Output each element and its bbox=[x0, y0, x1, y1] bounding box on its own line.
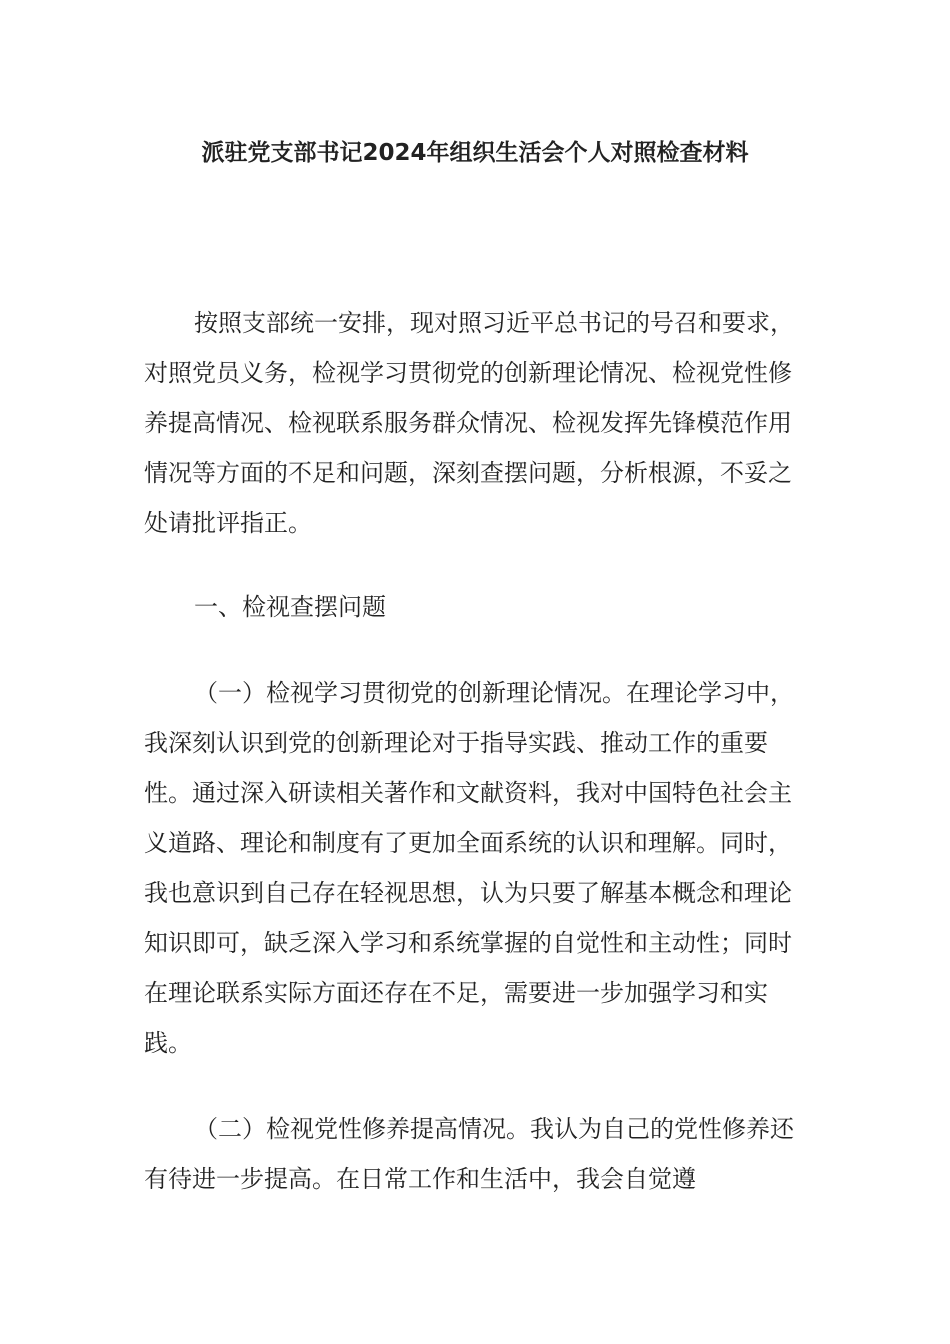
intro-paragraph: 按照支部统一安排，现对照习近平总书记的号召和要求，对照党员义务，检视学习贯彻党的创新理论情况、检视党性修养提高情况、检视联系服务群众情况、检视发挥先锋模范作用情况等方面的不足和问题，深刻查摆问题，分析根源，不妥之处请批评指正。 bbox=[144, 309, 794, 537]
paragraph-party-spirit: （二）检视党性修养提高情况。我认为自己的党性修养还有待进一步提高。在日常工作和生活中，我会自觉遵 bbox=[144, 1115, 794, 1193]
paragraph-theory-study: （一）检视学习贯彻党的创新理论情况。在理论学习中，我深刻认识到党的创新理论对于指导实践、推动工作的重要性。通过深入研读相关著作和文献资料，我对中国特色社会主义道路、理论和制度有了更加全面系统的认识和理解。同时，我也意识到自己存在轻视思想，认为只要了解基本概念和理论知识即可，缺乏深入学习和系统掌握的自觉性和主动性；同时在理论联系实际方面还存在不足，需要进一步加强学习和实践。 bbox=[144, 679, 794, 1057]
document-title: 派驻党支部书记2024年组织生活会个人对照检查材料 bbox=[201, 140, 749, 166]
section-heading: 一、检视查摆问题 bbox=[194, 593, 386, 621]
